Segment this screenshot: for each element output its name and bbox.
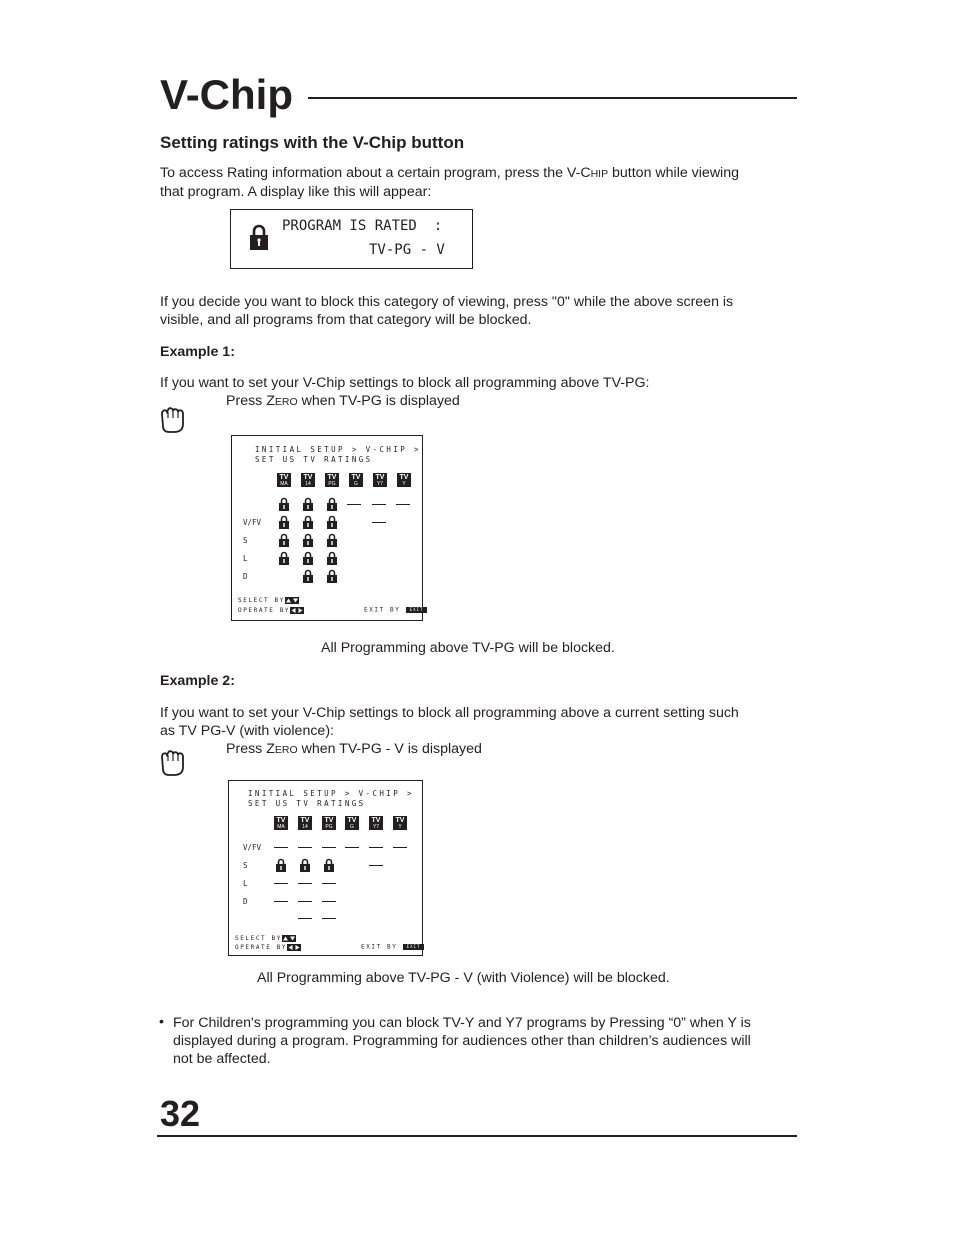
lock-icon: [327, 515, 337, 529]
lock-icon: [303, 569, 313, 583]
lock-icon: [300, 858, 310, 872]
title-rule: [308, 97, 797, 99]
row-label-d: D: [243, 572, 248, 581]
unblocked-dash: [322, 847, 336, 848]
section-heading: Setting ratings with the V-Chip button: [160, 133, 465, 152]
lock-icon: [327, 497, 337, 511]
rating-badge-tv-pg: TV PG: [322, 816, 336, 830]
rating-display-box: [230, 209, 473, 269]
operate-hint: OPERATE BY: [238, 607, 304, 614]
row-label-d: D: [243, 897, 248, 906]
hand-press-icon: [158, 749, 188, 777]
lock-icon: [303, 533, 313, 547]
block-line-1: If you decide you want to block this category of viewing, press "0" while the above screen is: [160, 294, 734, 310]
breadcrumb-1: INITIAL SETUP > V-CHIP >: [255, 445, 421, 454]
childrens-note: [173, 1014, 803, 1068]
unblocked-dash: [372, 504, 386, 505]
unblocked-dash: [298, 901, 312, 902]
lock-icon: [279, 515, 289, 529]
rating-badge-tv-pg: TV PG: [325, 473, 339, 487]
unblocked-dash: [274, 883, 288, 884]
row-label-s: S: [243, 536, 248, 545]
block-line-2: visible, and all programs from that category will be blocked.: [160, 312, 532, 328]
rating-badge-tv-y7: TV Y7: [369, 816, 383, 830]
rating-badge-tv-g: TV G: [349, 473, 363, 487]
lock-icon: [324, 858, 334, 872]
row-label-vfv: V/FV: [243, 843, 262, 852]
up-down-arrows-icon: [285, 597, 299, 604]
intro-line-2: that program. A display like this will appear:: [160, 184, 432, 200]
display-line-1: PROGRAM IS RATED :: [282, 218, 443, 234]
rating-badge-tv-y7: TV Y7: [373, 473, 387, 487]
note-line-1: For Children's programming you can block TV-Y and Y7 programs by Pressing “0” when Y is: [173, 1015, 751, 1031]
row-label-l: L: [243, 879, 248, 888]
unblocked-dash: [298, 883, 312, 884]
note-line-3: not be affected.: [173, 1051, 271, 1067]
bullet-mark: •: [159, 1014, 164, 1030]
page-number: 32: [160, 1093, 201, 1134]
unblocked-dash: [396, 504, 410, 505]
block-paragraph: [160, 293, 790, 329]
page-title: V-Chip: [160, 71, 293, 118]
exit-hint: EXIT BY EXIT: [361, 944, 424, 951]
unblocked-dash: [369, 865, 383, 866]
select-hint: SELECT BY: [235, 935, 296, 942]
display-line-2: TV-PG - V: [369, 242, 445, 258]
example1-press: Press ZERO when TV-PG is displayed: [226, 393, 460, 409]
row-label-l: L: [243, 554, 248, 563]
unblocked-dash: [347, 504, 361, 505]
up-down-arrows-icon: [282, 935, 296, 942]
rating-badge-tv-14: TV 14: [298, 816, 312, 830]
exit-key: EXIT: [406, 607, 428, 613]
left-right-arrows-icon: [287, 944, 301, 951]
example2-press: Press ZERO when TV-PG - V is displayed: [226, 741, 482, 757]
rating-badge-tv-ma: TV MA: [277, 473, 291, 487]
rating-badge-tv-g: TV G: [345, 816, 359, 830]
lock-icon: [279, 551, 289, 565]
unblocked-dash: [393, 847, 407, 848]
lock-icon: [303, 515, 313, 529]
example2-caption: All Programming above TV-PG - V (with Violence) will be blocked.: [257, 970, 670, 986]
unblocked-dash: [369, 847, 383, 848]
exit-hint: EXIT BY EXIT: [364, 607, 427, 614]
unblocked-dash: [372, 522, 386, 523]
lock-icon: [327, 533, 337, 547]
footer-rule: [157, 1135, 797, 1137]
example1-heading: Example 1:: [160, 344, 235, 360]
rating-badge-tv-ma: TV MA: [274, 816, 288, 830]
lock-icon: [303, 551, 313, 565]
unblocked-dash: [298, 847, 312, 848]
example1-text: If you want to set your V-Chip settings to block all programming above TV-PG:: [160, 375, 650, 391]
rating-badge-tv-y: TV Y: [397, 473, 411, 487]
unblocked-dash: [274, 901, 288, 902]
row-label-s: S: [243, 861, 248, 870]
breadcrumb-2: SET US TV RATINGS: [248, 799, 366, 808]
lock-icon: [279, 533, 289, 547]
example2-heading: Example 2:: [160, 673, 235, 689]
example2-line-2: as TV PG-V (with violence):: [160, 723, 334, 739]
lock-icon: [279, 497, 289, 511]
unblocked-dash: [322, 883, 336, 884]
lock-icon: [250, 224, 268, 250]
intro-paragraph: [160, 164, 790, 201]
exit-key: EXIT: [403, 944, 425, 950]
example1-caption: All Programming above TV-PG will be blocked.: [321, 640, 615, 656]
example2-text: [160, 704, 790, 740]
rating-badge-tv-14: TV 14: [301, 473, 315, 487]
lock-icon: [303, 497, 313, 511]
row-label-vfv: V/FV: [243, 518, 262, 527]
unblocked-dash: [345, 847, 359, 848]
lock-icon: [327, 569, 337, 583]
breadcrumb-2: SET US TV RATINGS: [255, 455, 373, 464]
hand-press-icon: [158, 406, 188, 434]
tv-ratings-screen-1: [231, 435, 423, 621]
unblocked-dash: [298, 918, 312, 919]
rating-badge-tv-y: TV Y: [393, 816, 407, 830]
unblocked-dash: [322, 901, 336, 902]
intro-line-1: To access Rating information about a certain program, press the V-CHIP button while viewing: [160, 165, 739, 181]
example2-line-1: If you want to set your V-Chip settings to block all programming above a current setting such: [160, 705, 739, 721]
operate-hint: OPERATE BY: [235, 944, 301, 951]
note-line-2: displayed during a program. Programming for audiences other than children’s audiences will: [173, 1033, 751, 1049]
lock-icon: [276, 858, 286, 872]
breadcrumb-1: INITIAL SETUP > V-CHIP >: [248, 789, 414, 798]
tv-ratings-screen-2: [228, 780, 423, 956]
select-hint: SELECT BY: [238, 597, 299, 604]
lock-icon: [327, 551, 337, 565]
unblocked-dash: [274, 847, 288, 848]
left-right-arrows-icon: [290, 607, 304, 614]
unblocked-dash: [322, 918, 336, 919]
